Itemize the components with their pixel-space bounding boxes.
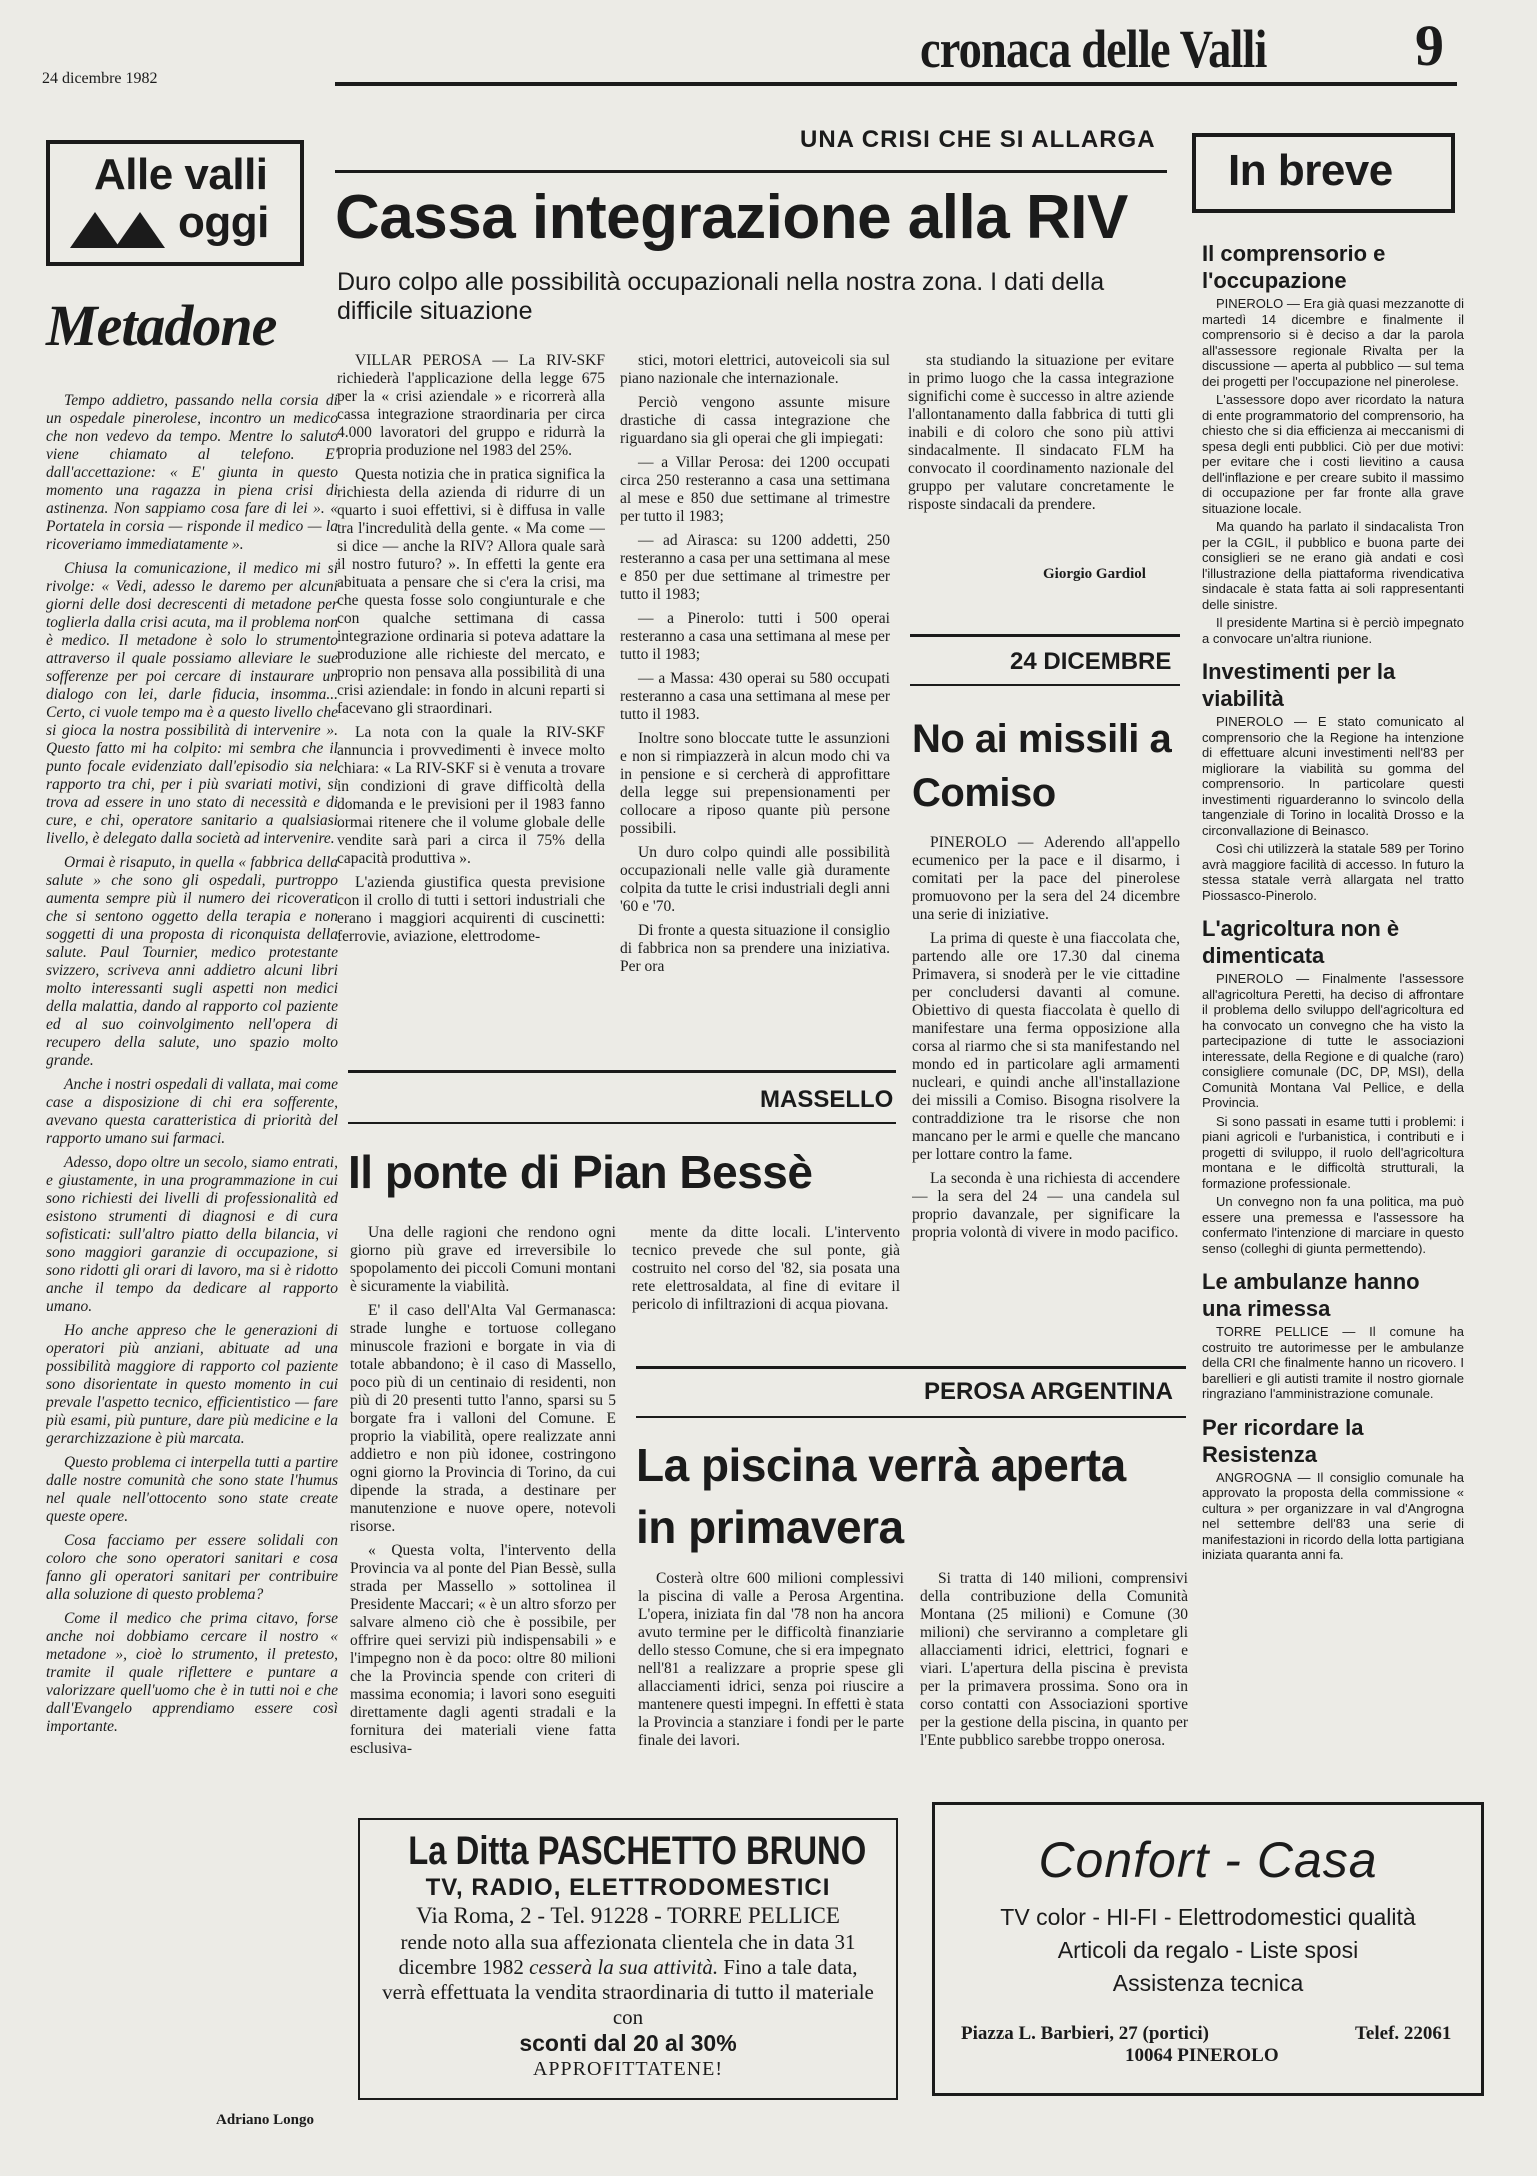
editorial-author: Adriano Longo xyxy=(216,2112,314,2128)
brief-text xyxy=(1202,296,1464,646)
editorial-title: Metadone xyxy=(46,293,277,358)
brief-heading: L'agricoltura non è dimenticata xyxy=(1202,916,1400,968)
main-kicker: UNA CRISI CHE SI ALLARGA xyxy=(800,126,1156,153)
brief-paragraph: ANGROGNA — Il consiglio comunale ha approvato la proposta della commissione « cultura » per organizzare in val d'Angrogna nel settembre dell'83 una serie di manifestazioni in ricordo della lotta partigiana iniziata quaranta anni fa. xyxy=(1202,1469,1464,1562)
editorial-paragraph: Adesso, dopo oltre un secolo, siamo entrati, e giustamente, in una programmazione in cui sono richiesti dei livelli di professionalità ed esistono strumenti di diagnosi e di cura sofisticati: sull'altro piatto della bilancia, vi sono maggiori garanzie di occupazione, si sono ridotti gli orari di lavoro, ma si è ridotto anche il tempo da dedicare al rapporto umano. xyxy=(46,1154,338,1315)
piscina-paragraph: Si tratta di 140 milioni, comprensivi della contribuzione della Comunità Montana (25 milioni) e Comune (30 milioni) che serviranno a completare gli allacciamenti idrici, elettrici, fognari e viari. L'apertura della piscina è prevista per la primavera prossima. Sono ora in corso contatti con Associazioni sportive per la gestione della piscina, in quanto per l'Ente pubblico sarebbe troppo onerosa. xyxy=(920,1570,1188,1749)
editorial-paragraph: Chiusa la comunicazione, il medico mi si rivolge: « Vedi, adesso le daremo per alcuni giorni delle dosi decrescenti di metadone per toglierla dalla crisi acuta, ma il problema non è medico. Il metadone è solo lo strumento attraverso il quale possiamo alleviare le sue sofferenze per poi cercare di instaurare un dialogo con lei, darle fiducia, insomma... Certo, ci vuole tempo ma è a questo livello che si gioca la nostra possibilità di intervenire ». Questo fatto mi ha colpito: mi sembra che il punto focale evidenziato dall'episodio sia nel rapporto tra chi, per i più svariati motivi, si trova ad essere in uno stato di necessità e di cure, e chi, operatore sanitario a qualsiasi livello, è delegato dalla società ad intervenire. xyxy=(46,560,338,847)
main-paragraph: VILLAR PEROSA — La RIV-SKF richiederà l'applicazione della legge 675 per la « crisi aziendale » e ricorrerà alla cassa integrazione straordinaria per circa 4.000 lavoratori del gruppo e ridurrà la propria produzione nel 1983 del 25%. xyxy=(337,352,605,459)
main-paragraph: La nota con la quale la RIV-SKF annuncia i provvedimenti è invece molto chiara: « La RIV-SKF si è venuta a trovare in condizioni di grave difficoltà della domanda e le previsioni per il 1983 fanno ormai ritenere che il volume globale delle vendite sarà pari a circa il 75% della capacità produttiva ». xyxy=(337,724,605,867)
brief-heading: Per ricordare la Resistenza xyxy=(1202,1414,1364,1467)
logo-line2: oggi xyxy=(178,198,269,247)
ad-confort-brand: Confort - Casa xyxy=(1038,1832,1378,1888)
ponte-col1 xyxy=(350,1224,616,1796)
ad-confort-line1: TV color - HI-FI - Elettrodomestici qualità xyxy=(1000,1904,1416,1930)
missili-paragraph: PINEROLO — Aderendo all'appello ecumenico per la pace e il disarmo, i comitati per la pace del pinerolese promuovono per la sera del 24 dicembre una serie di iniziative. xyxy=(912,834,1180,923)
editorial-paragraph: Anche i nostri ospedali di vallata, mai come case a disposizione di chi era sofferente, avevano questa caratteristica di priorità del rapporto umano sui farmaci. xyxy=(46,1076,338,1147)
brief-item xyxy=(1202,658,1464,903)
main-paragraph: Un duro colpo quindi alle possibilità occupazionali nelle valle già duramente colpita da tutte le crisi industriali degli anni '60 e '70. xyxy=(620,844,890,915)
brief-paragraph: TORRE PELLICE — Il comune ha costruito tre autorimesse per le ambulanze della CRI che finalmente hanno un ricovero. I barellieri e gli autisti tramite il nostro giornale ringraziano l'amministrazione comunale. xyxy=(1202,1324,1464,1401)
main-paragraph: — a Massa: 430 operai su 580 occupati resteranno a casa una settimana al mese per tutto il 1983. xyxy=(620,670,890,723)
ad-confort-line3: Assistenza tecnica xyxy=(1112,1970,1304,1996)
editorial-paragraph: Cosa facciamo per essere solidali con coloro che sono operatori sanitari e cosa fanno gli operatori sanitari per contribuire alla soluzione di questo problema? xyxy=(46,1532,338,1603)
brief-paragraph: PINEROLO — E stato comunicato al comprensorio che la Regione ha intenzione di effettuare alcuni investimenti nell'83 per migliorare la viabilità su gomma del comprensorio. In particolare questi investimenti riguarderanno lo svincolo della tangenziale di Torino in località Drosso e la circonvallazione di Beinasco. xyxy=(1202,714,1464,838)
piscina-paragraph: Costerà oltre 600 milioni complessivi la piscina di valle a Perosa Argentina. L'opera, iniziata fin dal '78 non ha ancora avuto termine per le difficoltà finanziarie dello stesso Comune, che si era impegnato nell'81 a realizzare a proprie spese gli allacciamenti idrici, senza poi riuscire a mantenere questi impegni. In effetti è stata la Provincia a stanziare i fondi per le parte finale dei lavori. xyxy=(638,1570,904,1749)
brief-paragraph: Così chi utilizzerà la statale 589 per Torino avrà maggiore facilità di accesso. In futuro la stessa statale verrà allargata nel tratto Piossasco-Pinerolo. xyxy=(1202,841,1464,903)
brief-paragraph: PINEROLO — Finalmente l'assessore all'agricoltura Peretti, ha deciso di affrontare il problema dello sviluppo dell'agricoltura ed ha convocato un convegno che ha visto la partecipazione di tutte le associazioni interessate, della Regione e di qualche (raro) consigliere comunale (DC, DP, MSI), della Comunità Montana Val Pellice, e della Provincia. xyxy=(1202,971,1464,1110)
ponte-paragraph: Una delle ragioni che rendono ogni giorno più grave ed irreversibile lo spopolamento dei piccoli Comuni montani è sicuramente la viabilità. xyxy=(350,1224,616,1295)
main-rule xyxy=(335,170,1167,173)
brief-paragraph: Ma quando ha parlato il sindacalista Tron per la CGIL, il pubblico e buona parte dei consiglieri se ne erano già andati e così l'illustrazione della piattaforma rivendicativa sindacale è stata fatta ai soli rappresentanti delle sinistre. xyxy=(1202,519,1464,612)
main-paragraph: stici, motori elettrici, autoveicoli sia sul piano nazionale che internazionale. xyxy=(620,352,890,387)
brief-item xyxy=(1202,915,1464,1256)
ad-paschetto-body1: rende noto alla sua affezionata clientela che in data 31 dicembre 1982 xyxy=(398,1930,856,1979)
in-breve-list xyxy=(1202,240,1464,1790)
ponte-col2 xyxy=(632,1224,900,1384)
missili-rule-bottom xyxy=(910,684,1180,686)
editorial-paragraph: Tempo addietro, passando nella corsia di un ospedale pinerolese, incontro un medico che non vedevo da tempo. Mentre lo saluto viene chiamato al telefono. E' dall'accettazione: « E' giunta in questo momento una ragazza in piena crisi di astinenza. Non sappiamo cosa fare di lei ». « Portatela in corsia — risponde il medico — la ricoveriamo immediatamente ». xyxy=(46,392,338,553)
main-paragraph: — ad Airasca: su 1200 addetti, 250 resteranno a casa per una settimana al mese e 850 per due settimane al trimestre per tutto il 1983; xyxy=(620,532,890,603)
editorial-paragraph: Ormai è risaputo, in quella « fabbrica della salute » che sono gli ospedali, purtroppo aumenta sempre più il numero dei ricoverati che si sentono oggetto della terapia e non soggetti di una proposta di riconquista della salute. Paul Tournier, medico protestante svizzero, scriveva anni addietro alcuni libri molto interessanti sugli aspetti non medici della malattia, dando al rapporto col paziente ed al suo coinvolgimento nell'opera di recupero della salute, uno spazio molto grande. xyxy=(46,854,338,1069)
main-title: Cassa integrazione alla RIV xyxy=(335,183,1128,252)
ponte-paragraph: mente da ditte locali. L'intervento tecnico prevede che sul ponte, già costruito nel corso del '82, sia posata una rete elettrosaldata, al fine di evitare il pericolo di infiltrazioni di acqua piovana. xyxy=(632,1224,900,1313)
main-paragraph: Perciò vengono assunte misure drastiche di cassa integrazione che riguardano sia gli operai che gli impiegati: xyxy=(620,394,890,447)
brief-heading: Le ambulanze hanno una rimessa xyxy=(1202,1269,1420,1321)
brief-paragraph: PINEROLO — Era già quasi mezzanotte di martedì 14 dicembre e finalmente il comprensorio si è deciso a dar la parola all'assessore regionale Rivalta per la discussione — aperta al pubblico — sul tema dei progetti per l'occupazione nel pinerolese. xyxy=(1202,296,1464,389)
editorial-paragraph: Ho anche appreso che le generazioni di operatori più anziani, abituate ad una possibilità maggiore di rapporto col paziente sono disorientate in questo momento in cui prevale l'aspetto tecnico, efficientistico — fare più esami, più punture, dare più medicine e la gerarchizzazione è più marcata. xyxy=(46,1322,338,1447)
masthead-date: 24 dicembre 1982 xyxy=(42,70,158,87)
ad-confort-line2: Articoli da regalo - Liste sposi xyxy=(1057,1937,1359,1963)
ponte-title: Il ponte di Pian Bessè xyxy=(348,1146,813,1198)
brief-item xyxy=(1202,240,1464,646)
piscina-rule xyxy=(636,1366,1186,1369)
brief-paragraph: Si sono passati in esame tutti i problemi: i piani agricoli e l'urbanistica, i contributi e i progetti di sviluppo, il ruolo dell'agricoltura montana e le difficoltà strutturali, la formazione professionale. xyxy=(1202,1113,1464,1191)
in-breve-title: In breve xyxy=(1228,146,1393,195)
main-col2 xyxy=(620,352,890,1046)
logo-line1: Alle valli xyxy=(94,150,268,199)
ad-paschetto-closing: cesserà la sua attività. xyxy=(529,1955,719,1979)
missili-rule xyxy=(910,634,1180,637)
brief-item xyxy=(1202,1268,1464,1402)
brief-heading: Investimenti per la viabilità xyxy=(1202,659,1396,711)
missili-paragraph: La seconda è una richiesta di accendere — la sera del 24 — una candela sul proprio davanzale, per significare la propria volontà di vivere in modo pacifico. xyxy=(912,1170,1180,1241)
ad-paschetto-cta: APPROFITTATENE! xyxy=(532,2058,724,2080)
piscina-col2 xyxy=(920,1570,1188,1786)
ad-confort-address: Piazza L. Barbieri, 27 (portici) xyxy=(961,2023,1209,2044)
ad-paschetto-discount: sconti dal 20 al 30% xyxy=(519,2030,737,2056)
brief-paragraph: L'assessore dopo aver ricordato la natura di ente programmatorio del comprensorio, ha chiesto che si dia efficienza ai meccanismi di spesa degli enti pubblici. Ciò per due motivi: per evitare che i costi lievitino a causa dell'inflazione e per creare subito il massimo di occupazione per far fronte alla grave situazione locale. xyxy=(1202,392,1464,516)
editorial-paragraph: Come il medico che prima citavo, forse anche noi dobbiamo cercare il nostro « metadone », cioè lo strumento, il pretesto, tramite il quale riflettere e puntare a valorizzare quell'uomo che è in tutti noi e che dall'Evangelo apprendiamo essere così importante. xyxy=(46,1610,338,1735)
main-subtitle: Duro colpo alle possibilità occupazionali nella nostra zona. I dati della difficile situazione xyxy=(337,268,1105,325)
editorial-paragraph: Questo problema ci interpella tutti a partire dalle nostre comunità che sono state l'humus nel quale nell'ottocento sono state create queste opere. xyxy=(46,1454,338,1525)
piscina-col1 xyxy=(638,1570,904,1786)
brief-text xyxy=(1202,714,1464,903)
main-author: Giorgio Gardiol xyxy=(1043,566,1146,582)
piscina-kicker: PEROSA ARGENTINA xyxy=(924,1378,1173,1405)
main-col1 xyxy=(337,352,605,1046)
main-paragraph: — a Villar Perosa: dei 1200 occupati circa 250 resteranno a casa una settimana al mese e 850 due settimane al trimestre per tutto il 1983; xyxy=(620,454,890,525)
ponte-rule xyxy=(348,1070,896,1073)
brief-text xyxy=(1202,1470,1464,1563)
ad-confort-casa xyxy=(932,1802,1484,2096)
ad-paschetto-products: TV, RADIO, ELETTRODOMESTICI xyxy=(425,1874,831,1901)
brief-heading: Il comprensorio e l'occupazione xyxy=(1202,241,1386,293)
ad-paschetto-name: La Ditta PASCHETTO BRUNO xyxy=(408,1829,867,1873)
ponte-kicker: MASSELLO xyxy=(760,1086,894,1113)
mountains-icon xyxy=(70,208,170,248)
ad-confort-phone: Telef. 22061 xyxy=(1355,2023,1452,2044)
ad-paschetto-address: Via Roma, 2 - Tel. 91228 - TORRE PELLICE xyxy=(416,1903,840,1928)
piscina-rule-bottom xyxy=(636,1416,1186,1418)
ad-paschetto xyxy=(358,1818,898,2100)
main-paragraph: Inoltre sono bloccate tutte le assunzioni e non si rimpiazzerà in alcun modo chi va in pensione e si cercherà di approfittare della legge sui prepensionamenti per collocare a riposo quante più persone possibili. xyxy=(620,730,890,837)
missili-title: No ai missili a Comiso xyxy=(912,717,1172,815)
brief-paragraph: Un convegno non fa una politica, ma può essere una premessa e l'assessore ha confermato l'intenzione di marciare in questo senso (colleghi di giunta permettendo). xyxy=(1202,1194,1464,1256)
brief-item xyxy=(1202,1414,1464,1563)
brief-text xyxy=(1202,1324,1464,1402)
brief-text xyxy=(1202,971,1464,1256)
ad-confort-city: 10064 PINEROLO xyxy=(1125,2045,1279,2066)
piscina-title: La piscina verrà aperta in primavera xyxy=(636,1439,1126,1553)
missili-kicker: 24 DICEMBRE xyxy=(1010,648,1172,675)
alle-valli-oggi-logo xyxy=(46,140,304,266)
in-breve-box xyxy=(1192,133,1455,213)
ad-paschetto-body2: Fino a tale data, verrà effettuata la vendita straordinaria di tutto il materiale con xyxy=(382,1955,874,2029)
main-paragraph: — a Pinerolo: tutti i 500 operai resteranno a casa una settimana al mese per tutto il 1983; xyxy=(620,610,890,663)
ponte-paragraph: E' il caso dell'Alta Val Germanasca: strade lunghe e tortuose collegano minuscole frazioni e borgate in via di totale abbandono; è il caso di Massello, poco più di un centinaio di residenti, non più di 20 presenti tutto l'anno, sparsi su 5 borgate fra i valloni del Comune. E proprio la viabilità, opere realizzate anni addietro e non più idonee, costringono ogni giorno la Provincia di Torino, da cui dipende la strada, a destinare per manutenzione e nuove opere, notevoli risorse. xyxy=(350,1302,616,1535)
ad-paschetto-text xyxy=(360,1930,896,2030)
missili-paragraph: La prima di queste è una fiaccolata che, partendo alle ore 17.30 dal cinema Primavera, si snoderà per le vie cittadine per concludersi davanti al comune. Obiettivo di questa fiaccolata è quello di manifestare una ferma opposizione alla corsa al riarmo che si sta manifestando nel mondo ed in particolare agli armamenti nucleari, e quindi anche all'installazione dei missili a Comiso. Bisogna risolvere la contraddizione tra le risorse che non mancano per le armi e quelle che mancano per lottare contro la fame. xyxy=(912,930,1180,1163)
masthead-rule xyxy=(335,82,1457,86)
brief-paragraph: Il presidente Martina si è perciò impegnato a convocare un'altra riunione. xyxy=(1202,615,1464,646)
missili-body xyxy=(912,834,1180,1354)
main-paragraph: sta studiando la situazione per evitare in primo luogo che la cassa integrazione significhi come è successo in altre aziende l'allontanamento dalla fabbrica di tutti gli inabili e di coloro che sono più attivi sindacalmente. Il sindacato FLM ha convocato il coordinamento nazionale del gruppo per valutare concretamente le risposte sindacali da prendere. xyxy=(908,352,1174,513)
page-number: 9 xyxy=(1415,13,1444,78)
editorial-body xyxy=(46,392,338,2108)
main-paragraph: Di fronte a questa situazione il consiglio di fabbrica non sa prendere una iniziativa. Per ora xyxy=(620,922,890,975)
ponte-rule-bottom xyxy=(348,1122,896,1124)
section-title: cronaca delle Valli xyxy=(920,19,1267,79)
main-col3 xyxy=(908,352,1174,548)
main-paragraph: L'azienda giustifica questa previsione con il crollo di tutti i settori industriali che erano i maggiori acquirenti di cuscinetti: ferrovie, aviazione, elettrodome- xyxy=(337,874,605,945)
ponte-paragraph: « Questa volta, l'intervento della Provincia va al ponte del Pian Bessè, sulla strada per Massello » sottolinea il Presidente Maccari; « è un altro sforzo per salvare almeno ciò che è possibile, per offrire quei servizi più indispensabili » e l'impegno non è da poco: oltre 80 milioni che la Provincia spende con criteri di massima economia; i lavori sono eseguiti direttamente dagli agenti stradali e la fornitura dei materiali viene fatta esclusiva- xyxy=(350,1542,616,1757)
main-paragraph: Questa notizia che in pratica significa la richiesta della azienda di ridurre di un quarto i suoi effettivi, si è diffusa in valle tra l'incredulità della gente. « Ma come — si dice — anche la RIV? Allora quale sarà il nostro futuro? ». In effetti la gente era abituata a pensare che si c'era la crisi, ma che questa fosse solo congiunturale e che con qualche settimana di cassa integrazione ordinaria si poteva adattare la produzione alle richieste del mercato, e proprio non pensava alla possibilità di una crisi aziendale: in fondo in alcuni reparti si facevano gli straordinari. xyxy=(337,466,605,717)
